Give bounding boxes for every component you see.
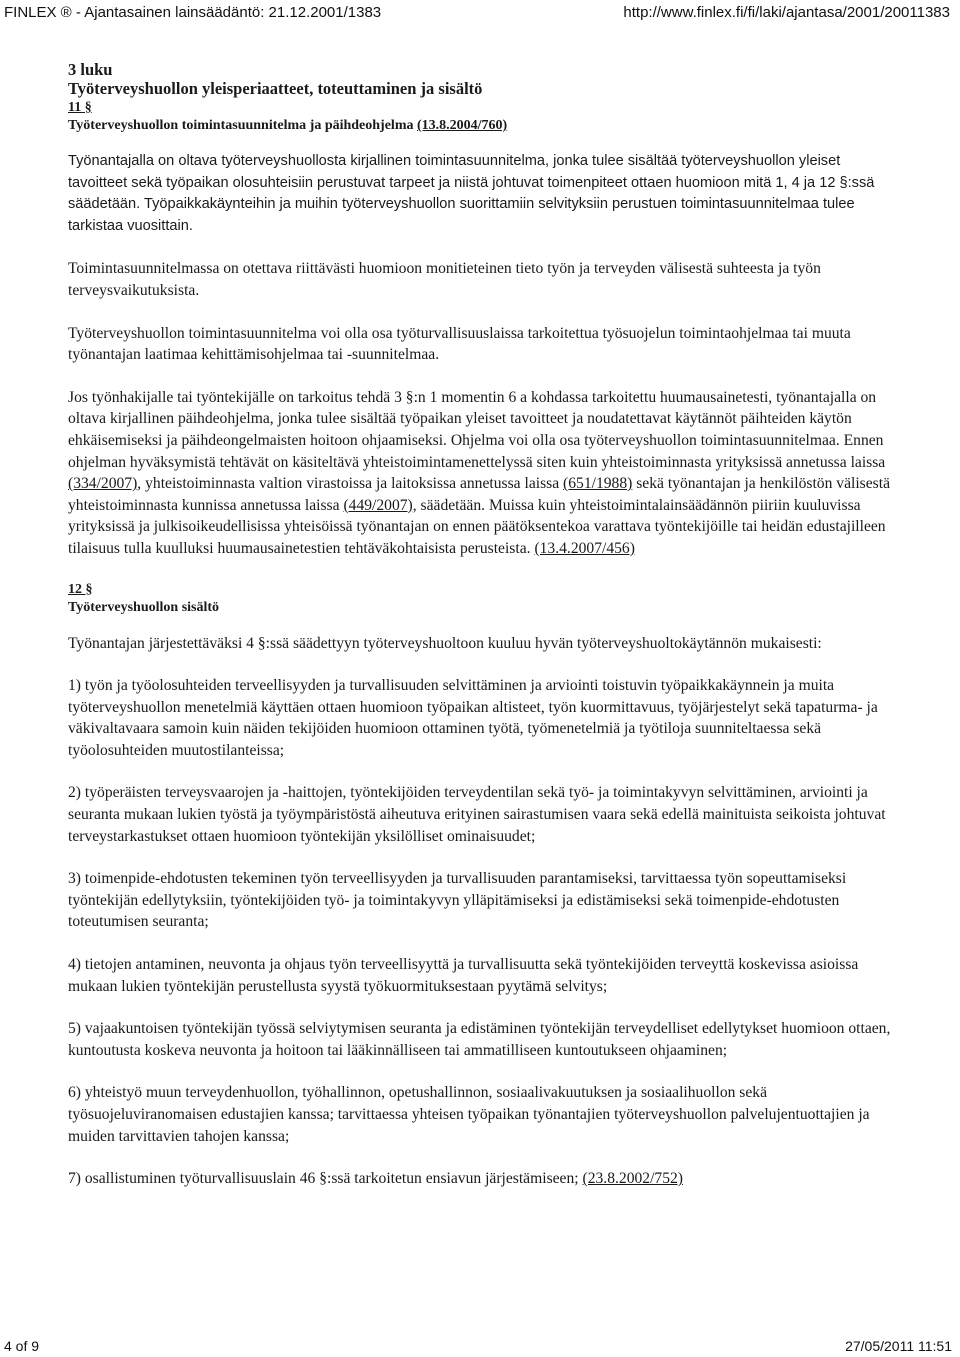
header-url: http://www.finlex.fi/fi/laki/ajantasa/2001/20011383 [623, 4, 950, 21]
p4-text-b: , yhteistoiminnasta valtion virastoissa ja laitoksissa annetussa laissa [137, 475, 564, 493]
p4-text-d: , säädetään. Muissa kuin yhteistoimintalainsäädännön piiriin kuuluvissa yrityksissä ja julkisoikeudellisissa yhteisöissä työnantajan on ennen päätöksentekoa varattava työntekijöille tai heidän edustajilleen tilaisuus tulla kuulluksi huumausainetestien tehtäväkohtaisista perusteista. [68, 496, 886, 557]
section-12-item-4: 4) tietojen antaminen, neuvonta ja ohjaus työn terveellisyyttä ja turvallisuutta sekä työntekijöiden terveyttä koskevissa asioissa mukaan lukien työntekijän perustellusta syystä työkuormituksestaan pyytämä selvitys; [68, 956, 859, 995]
section-12-item-7 [68, 1168, 894, 1190]
section-12-item-6: 6) yhteistyö muun terveydenhuollon, työhallinnon, opetushallinnon, sosiaalivakuutuksen ja sosiaalihuollon sekä työsuojeluviranomaisen edustajien kanssa; tarvittaessa yhteisen työpaikan työnantajien työterveyshuollon palvelujentuottajien ja muiden tarvittavien tahojen kanssa; [68, 1084, 870, 1145]
law-link-449-2007[interactable]: (449/2007) [343, 496, 413, 514]
p4-text-c: sekä työnantajan ja henkilöstön välisestä yhteistoiminnasta kunnissa annetussa laissa [68, 475, 890, 514]
section-12-item-2: 2) työperäisten terveysvaarojen ja -haittojen, työntekijöiden terveydentilan sekä työ- ja toimintakyvyn selvittäminen, arviointi ja seuranta mukaan lukien työstä ja työympäristöstä aiheutuva erityinen sairastumisen vaara sekä edellä mainituista seikoista johtuvat terveystarkastukset ottaen huomioon työntekijän yksilölliset ominaisuudet; [68, 784, 886, 845]
section-11-paragraph-3: Työterveyshuollon toimintasuunnitelma voi olla osa työturvallisuuslaissa tarkoitettua työsuojelun toimintaohjelmaa tai muuta työnantajan laatimaa kehittämisohjelmaa tai -suunnitelmaa. [68, 324, 851, 364]
item-7-text: 7) osallistuminen työturvallisuuslain 46 §:ssä tarkoitetun ensiavun järjestämiseen; [68, 1170, 583, 1188]
section-11-title [68, 117, 894, 135]
section-11-paragraph-4 [68, 387, 894, 560]
print-footer [0, 1336, 960, 1356]
section-12-number[interactable]: 12 § [68, 581, 93, 597]
chapter-title: Työterveyshuollon yleisperiaatteet, toteuttaminen ja sisältö [68, 79, 483, 98]
law-link-651-1988[interactable]: (651/1988) [563, 475, 633, 493]
section-11-number[interactable]: 11 § [68, 100, 92, 115]
chapter-number: 3 luku [68, 60, 113, 79]
section-12-item-3: 3) toimenpide-ehdotusten tekeminen työn terveellisyyden ja turvallisuuden parantamiseksi, tarvittaessa työn sopeuttamiseksi työntekijän edellytyksiin, työntekijöiden työ- ja toimintakyvyn ylläpitämiseksi ja edistämiseksi sekä toimenpide-ehdotusten toteutumisen seuranta; [68, 870, 847, 931]
p4-text-a: Jos työnhakijalle tai työntekijälle on tarkoitus tehdä 3 §:n 1 momentin 6 a kohdassa tarkoitettu huumausainetesti, työnantajalla on oltava kirjallinen päihdeohjelma, jonka tulee sisältää työpaikan yleiset tavoitteet ja noudatettavat käytännöt päihteiden käytön ehkäisemiseksi ja päihdeongelmaisten hoitoon ohjaamiseksi. Ohjelma voi olla osa työterveyshuollon toimintasuunnitelmaa. Ennen ohjelman hyväksymistä tehtävät on käsiteltävä yhteistoimintamenettelyssä siten kuin yhteistoiminnasta yrityksissä annetussa laissa [68, 388, 886, 471]
section-11-amendment-link[interactable]: (13.8.2004/760) [417, 118, 508, 133]
amendment-link-752-2002[interactable]: (23.8.2002/752) [582, 1170, 683, 1188]
section-12-item-1: 1) työn ja työolosuhteiden terveellisyyden ja turvallisuuden selvittäminen ja arviointi toistuvin työpaikkakäynnein ja muita työterveyshuollon menetelmiä käyttäen ottaen huomioon työpaikan altisteet, työn kuormittavuus, työjärjestelyt sekä tapaturma- ja väkivaltavaara samoin kuin näiden tekijöiden huomioon ottaminen työtä, työmenetelmiä ja työtiloja suunniteltaessa sekä työolosuhteiden muutostilanteissa; [68, 677, 878, 759]
section-11-title-text: Työterveyshuollon toimintasuunnitelma ja päihdeohjelma [68, 118, 414, 133]
section-12-title: Työterveyshuollon sisältö [68, 599, 220, 615]
page-counter: 4 of 9 [4, 1338, 40, 1354]
print-timestamp: 27/05/2011 11:51 [845, 1338, 952, 1354]
section-11-paragraph-1: Työnantajalla on oltava työterveyshuollosta kirjallinen toimintasuunnitelma, jonka tulee sisältää työterveyshuollon yleiset tavoitteet sekä työpaikan olosuhteisiin perustuvat tarpeet ja niistä johtuvat toimenpiteet ottaen huomioon mitä 1, 4 ja 12 §:ssä säädetään. Työpaikkakäynteihin ja muihin työterveyshuollon suorittamiin selvityksiin perustuen toimintasuunnitelmaa tulee tarkistaa vuosittain. [68, 153, 875, 234]
section-11-paragraph-2: Toimintasuunnitelmassa on otettava riittävästi huomioon monitieteinen tieto työn ja terveyden välisestä suhteesta ja työn terveysvaikutuksista. [68, 260, 821, 299]
section-12-item-5: 5) vajaakuntoisen työntekijän työssä selviytymisen seuranta ja edistäminen työntekijän terveydelliset edellytykset huomioon ottaen, kuntoutusta koskeva neuvonta ja hoitoon tai lääkinnälliseen tai ammatilliseen kuntoutukseen ohjaaminen; [68, 1020, 891, 1059]
section-12-intro: Työnantajan järjestettäväksi 4 §:ssä säädettyyn työterveyshuoltoon kuuluu hyvän työterveyshuoltokäytännön mukaisesti: [68, 634, 822, 652]
amendment-link-456-2007[interactable]: (13.4.2007/456) [534, 539, 635, 557]
header-page-title: FINLEX ® - Ajantasainen lainsäädäntö: 21.12.2001/1383 [4, 4, 382, 21]
law-link-334-2007[interactable]: (334/2007) [68, 475, 138, 493]
document-body [68, 60, 894, 1190]
print-header [0, 0, 960, 26]
